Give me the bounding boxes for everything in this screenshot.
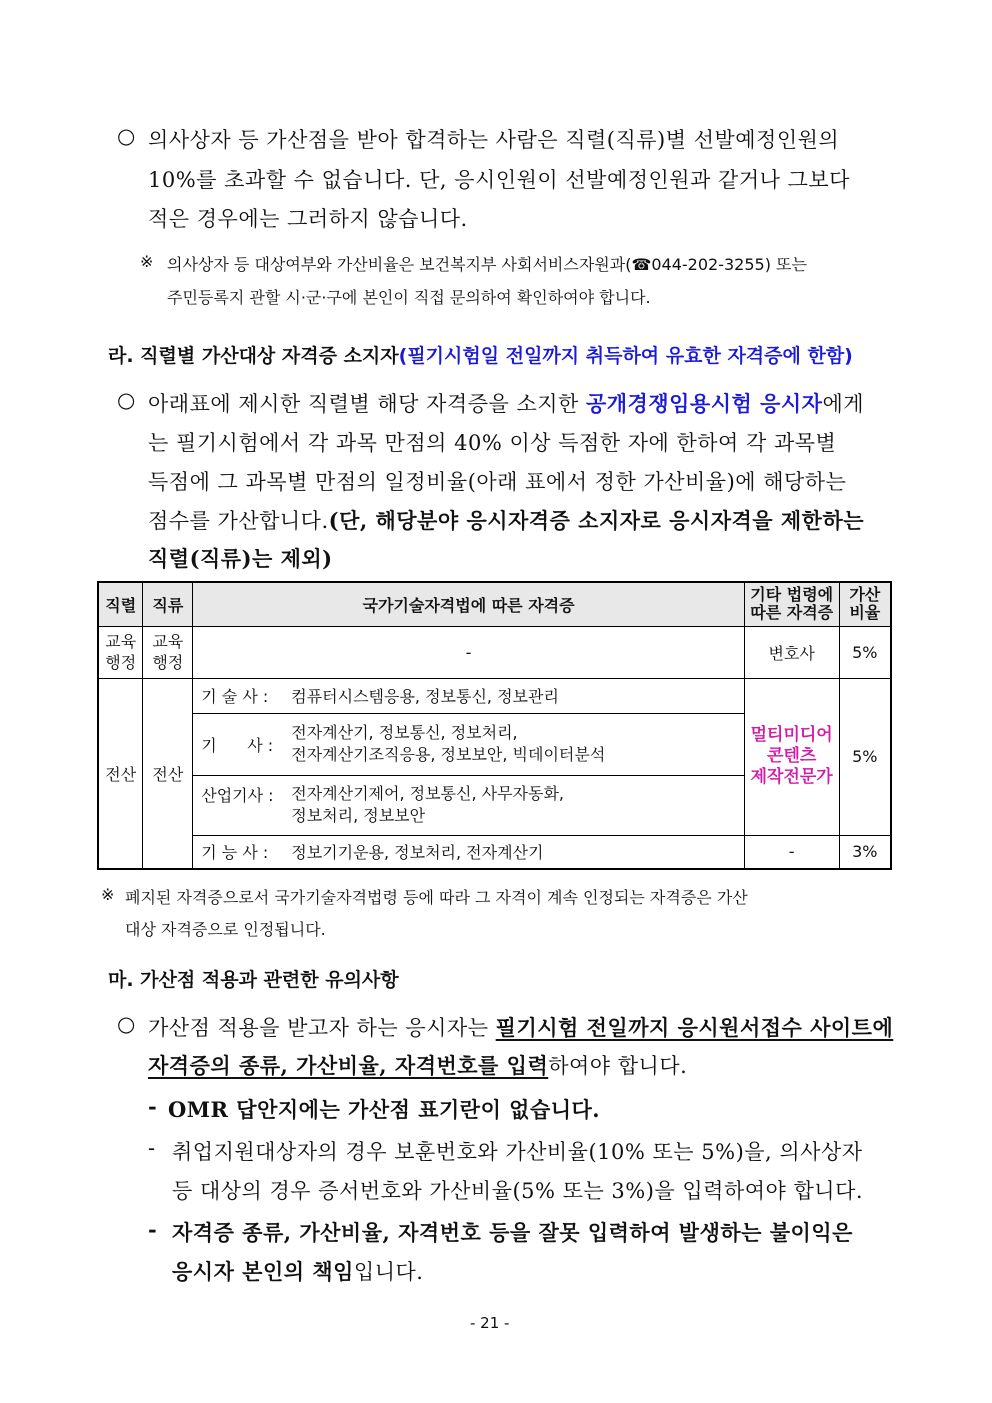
- table-row: [98, 626, 891, 678]
- table-row: [98, 835, 891, 869]
- header-ratio-line1: 가산: [849, 585, 881, 605]
- row1-series-line2: 행정: [105, 653, 137, 672]
- dash2-line2: 등 대상의 경우 증서번호와 가산비율(5% 또는 3%)을 입력하여야 합니다.: [172, 1179, 864, 1203]
- section-ma-title: 마. 가산점 적용과 관련한 유의사항: [108, 969, 399, 991]
- certificate-list: 정보처리, 정보보안: [291, 806, 426, 825]
- row2-other-last: -: [744, 835, 839, 869]
- p1-line3: 적은 경우에는 그러하지 않습니다.: [148, 207, 468, 231]
- row2-item-gisa: [193, 713, 745, 775]
- page-number: - 21 -: [470, 1314, 510, 1332]
- row1-class: [143, 626, 193, 678]
- p2-line2: 는 필기시험에서 각 과목 만점의 40% 이상 득점한 자에 한하여 각 과목별: [148, 431, 837, 455]
- row2-class: 전산: [143, 678, 193, 869]
- p2-line1-blue: 공개경쟁임용시험 응시자: [585, 391, 823, 416]
- p3-line2-bu: 자격증의 종류, 가산비율, 자격번호를 입력: [148, 1053, 549, 1078]
- row2-item-sanup: [193, 775, 745, 835]
- certificate-list: 전자계산기, 정보통신, 정보처리,: [291, 723, 518, 742]
- certificate-list: 전자계산기제어, 정보통신, 사무자동화,: [291, 784, 564, 803]
- p2-line4-bold: (단, 해당분야 응시자격증 소지자로 응시자격을 제한하는: [328, 508, 865, 533]
- p1-line1: 의사상자 등 가산점을 받아 합격하는 사람은 직렬(직류)별 선발예정인원의: [148, 128, 840, 152]
- header-national: 국가기술자격법에 따른 자격증: [193, 582, 745, 626]
- level-label: 기 술 사 :: [201, 687, 269, 706]
- dash3-mark: -: [148, 1217, 158, 1242]
- dash2-mark: -: [148, 1136, 156, 1160]
- p3-line2-b: 하여야 합니다.: [548, 1054, 688, 1078]
- section-ra-title: 라. 직렬별 가산대상 자격증 소지자: [108, 345, 399, 367]
- dash3-line2-bold: 응시자 본인의 책임: [172, 1259, 354, 1284]
- note2-mark: ※: [101, 885, 115, 904]
- certificate-list: 전자계산기조직응용, 정보보안, 빅데이터분석: [291, 745, 606, 764]
- p3-line2: [148, 1050, 687, 1080]
- dash2-line1: 취업지원대상자의 경우 보훈번호와 가산비율(10% 또는 5%)을, 의사상자: [172, 1140, 863, 1164]
- note1-line1: 의사상자 등 대상여부와 가산비율은 보건복지부 사회서비스자원과(☎044-202-3255) 또는: [167, 255, 807, 274]
- row1-ratio: 5%: [839, 626, 891, 678]
- row2-other-line3: 제작전문가: [750, 767, 833, 787]
- p2-line4-a: 점수를 가산합니다.: [148, 509, 329, 533]
- p2-line4: [148, 505, 864, 535]
- level-label: 산업기사 :: [201, 786, 274, 805]
- row2-item-gineungsa: [193, 835, 745, 869]
- p2-line1: [148, 388, 864, 418]
- p2-line3: 득점에 그 과목별 만점의 일정비율(아래 표에서 정한 가산비율)에 해당하는: [148, 470, 847, 494]
- section-ra-title-blue: (필기시험일 전일까지 취득하여 유효한 자격증에 한함): [398, 345, 853, 367]
- row2-other-line2: 콘텐츠: [767, 746, 817, 766]
- row1-series-line1: 교육: [105, 632, 137, 651]
- row1-class-line1: 교육: [152, 632, 184, 651]
- dash1-text: OMR 답안지에는 가산점 표기란이 없습니다.: [168, 1097, 601, 1122]
- row2-item-gisulsa: [193, 678, 745, 713]
- p2-bullet: ○: [117, 388, 136, 412]
- note2-line1: 폐지된 자격증으로서 국가기술자격법령 등에 따라 그 자격이 계속 인정되는 자격증은 가산: [125, 888, 748, 907]
- note2-line2: 대상 자격증으로 인정됩니다.: [125, 920, 326, 939]
- certificate-list: 컴퓨터시스템응용, 정보통신, 정보관리: [291, 687, 559, 706]
- header-other: [744, 582, 839, 626]
- p2-line1-b: 에게: [822, 392, 865, 416]
- row1-national: -: [193, 626, 745, 678]
- header-other-line1: 기타 법령에: [750, 585, 834, 605]
- p2-line5: 직렬(직류)는 제외): [148, 546, 333, 571]
- header-ratio: [839, 582, 891, 626]
- p1-bullet: ○: [117, 124, 136, 148]
- level-label: 기 능 사 :: [201, 843, 269, 863]
- row2-ratio: 5%: [839, 678, 891, 835]
- dash3-line2-b: 입니다.: [353, 1260, 424, 1284]
- table-header-row: [98, 582, 891, 626]
- dash3-line2: [172, 1256, 423, 1286]
- p3-line1-bu: 필기시험 전일까지 응시원서접수 사이트에: [495, 1015, 894, 1040]
- row1-other: 변호사: [744, 626, 839, 678]
- row2-ratio-last: 3%: [839, 835, 891, 869]
- certificate-list: 정보기기운용, 정보처리, 전자계산기: [291, 843, 544, 863]
- row1-series: [98, 626, 143, 678]
- header-series: 직렬: [98, 582, 143, 626]
- header-ratio-line2: 비율: [849, 603, 881, 623]
- p2-line1-a: 아래표에 제시한 직렬별 해당 자격증을 소지한: [148, 392, 586, 416]
- level-label: 기 사 :: [201, 735, 274, 755]
- p1-line2: 10%를 초과할 수 없습니다. 단, 응시인원이 선발예정인원과 같거나 그보다: [148, 168, 850, 192]
- dash3-line1: 자격증 종류, 가산비율, 자격번호 등을 잘못 입력하여 발생하는 불이익은: [172, 1220, 853, 1245]
- note1-mark: ※: [140, 252, 154, 271]
- row1-class-line2: 행정: [152, 653, 184, 672]
- row2-series: 전산: [98, 678, 143, 869]
- header-other-line2: 따른 자격증: [750, 603, 834, 623]
- qualification-table: [97, 581, 892, 870]
- header-class: 직류: [143, 582, 193, 626]
- note1-line2: 주민등록지 관할 시·군·구에 본인이 직접 문의하여 확인하여야 합니다.: [167, 288, 651, 307]
- p3-line1-a: 가산점 적용을 받고자 하는 응시자는: [148, 1016, 496, 1040]
- section-ra-heading: [108, 341, 853, 368]
- p3-bullet: ○: [117, 1012, 136, 1036]
- dash1-mark: -: [148, 1094, 158, 1119]
- p3-line1: [148, 1012, 893, 1042]
- row2-other-line1: 멀티미디어: [750, 725, 833, 745]
- table-row: [98, 678, 891, 713]
- row2-other: [744, 678, 839, 835]
